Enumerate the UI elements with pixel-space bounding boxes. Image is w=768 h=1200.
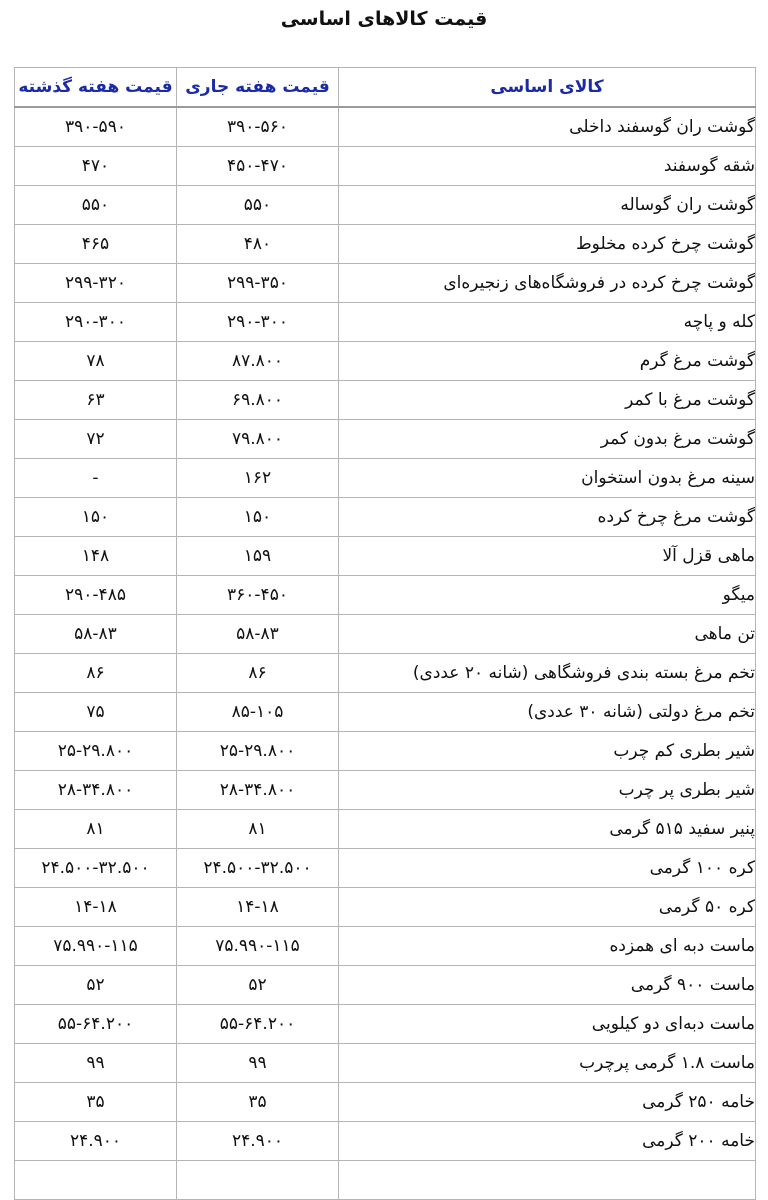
table-row (15, 849, 756, 888)
table-row (15, 771, 756, 810)
table-row (15, 966, 756, 1005)
current-price-cell: ۷۹.۸۰۰ (177, 420, 339, 459)
current-price-cell: ۶۹.۸۰۰ (177, 381, 339, 420)
current-price-cell: ۲۴.۵۰۰-۳۲.۵۰۰ (177, 849, 339, 888)
item-cell: شیر بطری کم چرب (339, 732, 756, 771)
previous-price-cell: ۲۸-۳۴.۸۰۰ (15, 771, 177, 810)
previous-price-cell: ۱۴-۱۸ (15, 888, 177, 927)
previous-price-cell: ۶۳ (15, 381, 177, 420)
current-price-cell: ۸۱ (177, 810, 339, 849)
previous-price-cell: ۱۵۰ (15, 498, 177, 537)
previous-price-cell: ۲۴.۹۰۰ (15, 1122, 177, 1161)
table-row (15, 927, 756, 966)
previous-price-cell: ۷۵.۹۹۰-۱۱۵ (15, 927, 177, 966)
table-row (15, 615, 756, 654)
current-price-cell: ۵۵۰ (177, 186, 339, 225)
current-price-cell: ۱۴-۱۸ (177, 888, 339, 927)
previous-price-cell: ۳۵ (15, 1083, 177, 1122)
current-price-cell: ۴۸۰ (177, 225, 339, 264)
item-cell (339, 1161, 756, 1200)
current-price-cell: ۸۷.۸۰۰ (177, 342, 339, 381)
item-cell: گوشت ران گوسفند داخلی (339, 107, 756, 147)
item-cell: گوشت مرغ چرخ کرده (339, 498, 756, 537)
table-row (15, 420, 756, 459)
header-item: کالای اساسی (339, 68, 756, 108)
current-price-cell (177, 1161, 339, 1200)
table-row (15, 342, 756, 381)
previous-price-cell: ۷۸ (15, 342, 177, 381)
current-price-cell: ۵۲ (177, 966, 339, 1005)
table-row (15, 1005, 756, 1044)
item-cell: تخم مرغ بسته بندی فروشگاهی (شانه ۲۰ عددی) (339, 654, 756, 693)
item-cell: تخم مرغ دولتی (شانه ۳۰ عددی) (339, 693, 756, 732)
current-price-cell: ۳۶۰-۴۵۰ (177, 576, 339, 615)
item-cell: گوشت ران گوساله (339, 186, 756, 225)
item-cell: کره ۱۰۰ گرمی (339, 849, 756, 888)
previous-price-cell: ۲۵-۲۹.۸۰۰ (15, 732, 177, 771)
item-cell: گوشت چرخ کرده در فروشگاه‌های زنجیره‌ای (339, 264, 756, 303)
current-price-cell: ۳۹۰-۵۶۰ (177, 107, 339, 147)
previous-price-cell: ۸۶ (15, 654, 177, 693)
previous-price-cell (15, 1161, 177, 1200)
price-table (14, 67, 756, 1200)
previous-price-cell: - (15, 459, 177, 498)
current-price-cell: ۲۵-۲۹.۸۰۰ (177, 732, 339, 771)
previous-price-cell: ۴۷۰ (15, 147, 177, 186)
current-price-cell: ۲۹۹-۳۵۰ (177, 264, 339, 303)
current-price-cell: ۳۵ (177, 1083, 339, 1122)
current-price-cell: ۸۵-۱۰۵ (177, 693, 339, 732)
table-row (15, 537, 756, 576)
item-cell: شیر بطری پر چرب (339, 771, 756, 810)
previous-price-cell: ۸۱ (15, 810, 177, 849)
table-row (15, 147, 756, 186)
previous-price-cell: ۱۴۸ (15, 537, 177, 576)
current-price-cell: ۲۸-۳۴.۸۰۰ (177, 771, 339, 810)
current-price-cell: ۵۸-۸۳ (177, 615, 339, 654)
previous-price-cell: ۴۶۵ (15, 225, 177, 264)
item-cell: میگو (339, 576, 756, 615)
table-row (15, 693, 756, 732)
current-price-cell: ۷۵.۹۹۰-۱۱۵ (177, 927, 339, 966)
item-cell: گوشت مرغ با کمر (339, 381, 756, 420)
item-cell: گوشت مرغ بدون کمر (339, 420, 756, 459)
item-cell: سینه مرغ بدون استخوان (339, 459, 756, 498)
header-current-week: قیمت هفته جاری (177, 68, 339, 108)
previous-price-cell: ۲۹۹-۳۲۰ (15, 264, 177, 303)
previous-price-cell: ۳۹۰-۵۹۰ (15, 107, 177, 147)
item-cell: شقه گوسفند (339, 147, 756, 186)
table-row (15, 888, 756, 927)
current-price-cell: ۲۹۰-۳۰۰ (177, 303, 339, 342)
previous-price-cell: ۵۵۰ (15, 186, 177, 225)
table-row (15, 576, 756, 615)
item-cell: گوشت چرخ کرده مخلوط (339, 225, 756, 264)
item-cell: کله و پاچه (339, 303, 756, 342)
table-row (15, 1044, 756, 1083)
table-row (15, 1122, 756, 1161)
table-row (15, 459, 756, 498)
current-price-cell: ۱۶۲ (177, 459, 339, 498)
item-cell: پنیر سفید ۵۱۵ گرمی (339, 810, 756, 849)
table-row (15, 732, 756, 771)
table-row (15, 1161, 756, 1200)
previous-price-cell: ۵۸-۸۳ (15, 615, 177, 654)
item-cell: گوشت مرغ گرم (339, 342, 756, 381)
table-row (15, 810, 756, 849)
table-row (15, 264, 756, 303)
table-row (15, 107, 756, 147)
previous-price-cell: ۵۵-۶۴.۲۰۰ (15, 1005, 177, 1044)
previous-price-cell: ۲۹۰-۳۰۰ (15, 303, 177, 342)
table-row (15, 186, 756, 225)
previous-price-cell: ۷۲ (15, 420, 177, 459)
header-previous-week: قیمت هفته گذشته (15, 68, 177, 108)
current-price-cell: ۲۴.۹۰۰ (177, 1122, 339, 1161)
item-cell: تن ماهی (339, 615, 756, 654)
item-cell: خامه ۲۵۰ گرمی (339, 1083, 756, 1122)
table-row (15, 654, 756, 693)
previous-price-cell: ۲۴.۵۰۰-۳۲.۵۰۰ (15, 849, 177, 888)
item-cell: ماست دبه ای همزده (339, 927, 756, 966)
current-price-cell: ۵۵-۶۴.۲۰۰ (177, 1005, 339, 1044)
table-row (15, 303, 756, 342)
item-cell: کره ۵۰ گرمی (339, 888, 756, 927)
item-cell: ماست دبه‌ای دو کیلویی (339, 1005, 756, 1044)
current-price-cell: ۹۹ (177, 1044, 339, 1083)
current-price-cell: ۴۵۰-۴۷۰ (177, 147, 339, 186)
table-header-row (15, 68, 756, 108)
current-price-cell: ۸۶ (177, 654, 339, 693)
item-cell: ماهی قزل آلا (339, 537, 756, 576)
previous-price-cell: ۲۹۰-۴۸۵ (15, 576, 177, 615)
item-cell: خامه ۲۰۰ گرمی (339, 1122, 756, 1161)
previous-price-cell: ۷۵ (15, 693, 177, 732)
table-row (15, 225, 756, 264)
previous-price-cell: ۹۹ (15, 1044, 177, 1083)
current-price-cell: ۱۵۹ (177, 537, 339, 576)
item-cell: ماست ۱.۸ گرمی پرچرب (339, 1044, 756, 1083)
item-cell: ماست ۹۰۰ گرمی (339, 966, 756, 1005)
table-row (15, 381, 756, 420)
page-title: قیمت کالاهای اساسی (280, 8, 488, 30)
current-price-cell: ۱۵۰ (177, 498, 339, 537)
table-row (15, 498, 756, 537)
previous-price-cell: ۵۲ (15, 966, 177, 1005)
table-row (15, 1083, 756, 1122)
